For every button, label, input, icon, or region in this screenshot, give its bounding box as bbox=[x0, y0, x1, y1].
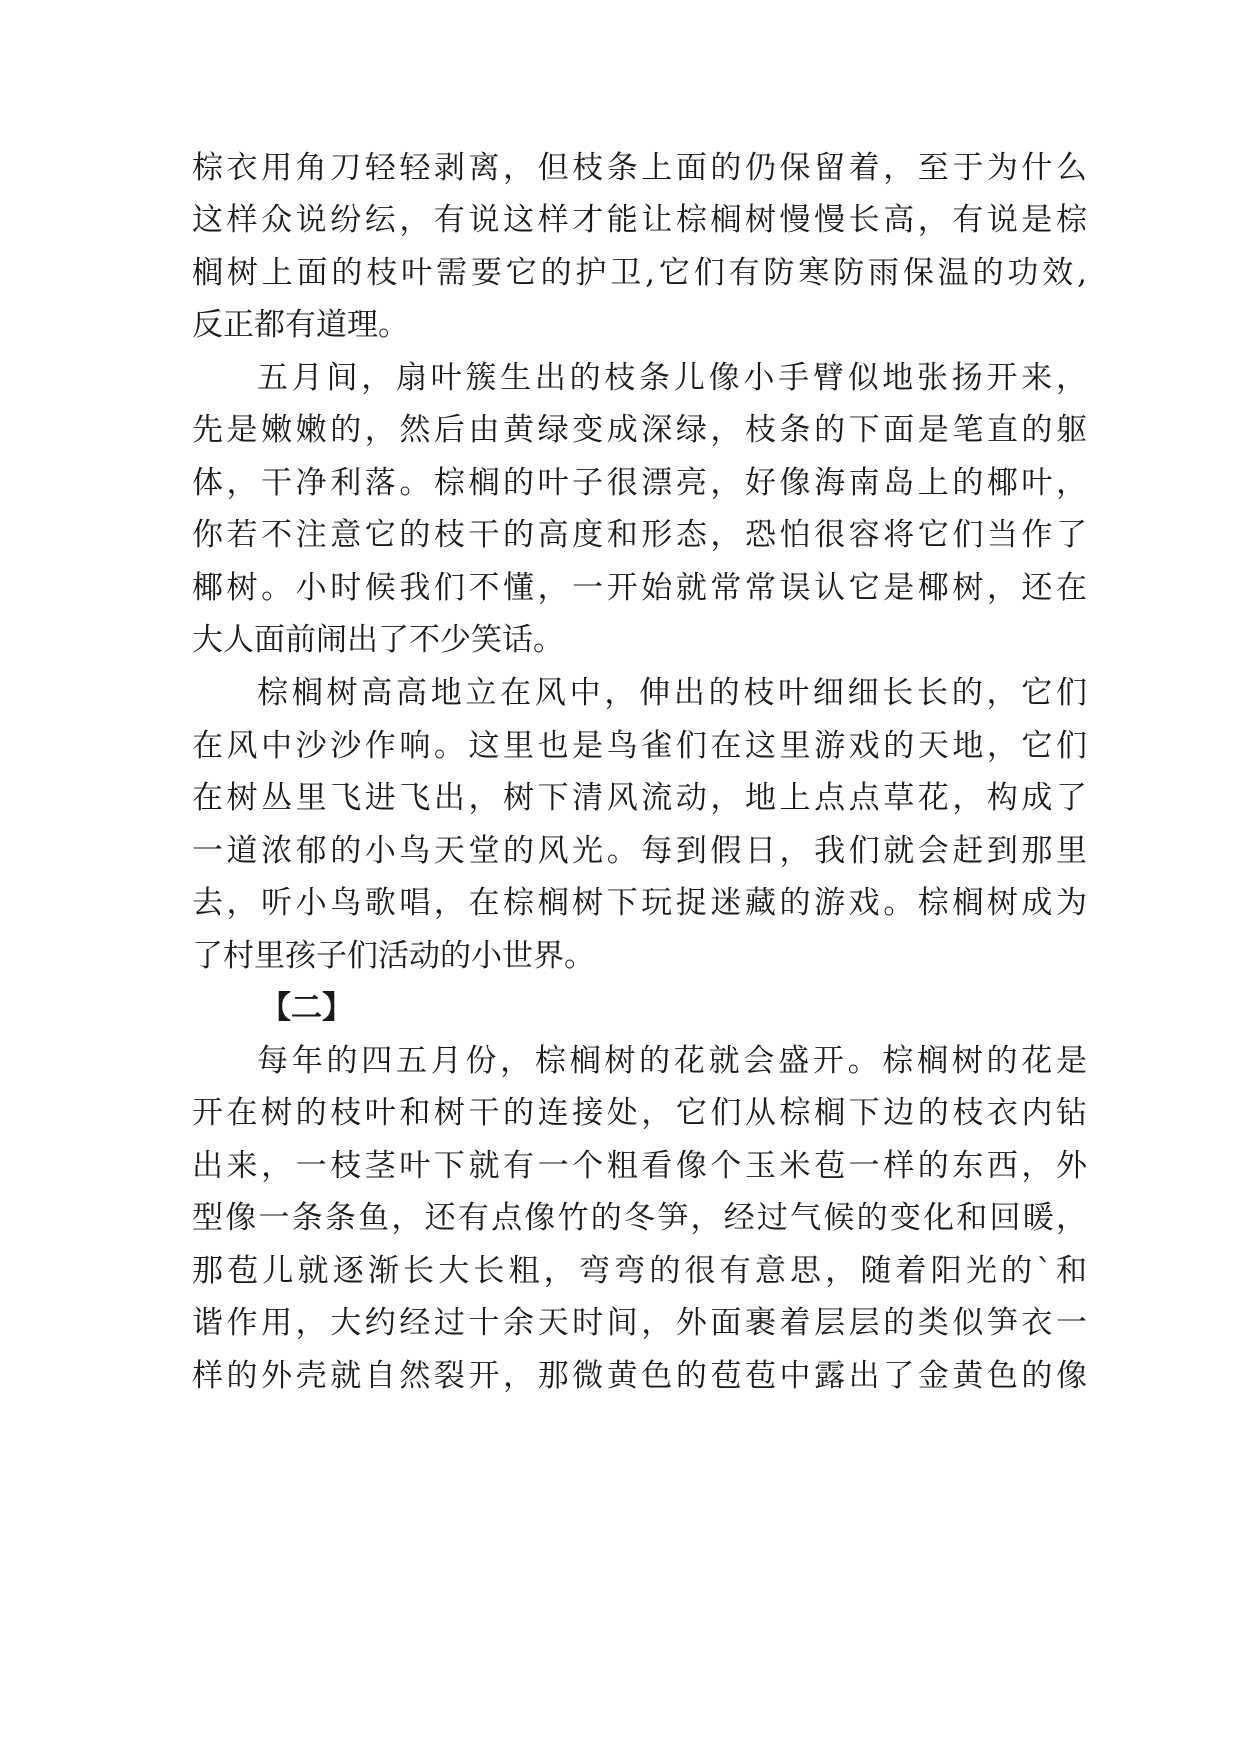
text-line: 一道浓郁的小鸟天堂的风光。每到假日，我们就会赶到那里 bbox=[192, 833, 1087, 869]
paragraph-first-line: 棕榈树高高地立在风中，伸出的枝叶细细长长的，它们 bbox=[257, 675, 1087, 711]
text-line: 型像一条条鱼，还有点像竹的冬笋，经过气候的变化和回暖， bbox=[192, 1200, 1087, 1236]
text-line: 了村里孩子们活动的小世界。 bbox=[192, 938, 595, 974]
paragraph-first-line: 五月间，扇叶簇生出的枝条儿像小手臂似地张扬开来， bbox=[257, 360, 1087, 396]
text-line: 样的外壳就自然裂开，那微黄色的苞苞中露出了金黄色的像 bbox=[192, 1358, 1087, 1394]
text-line: 在树丛里飞进飞出，树下清风流动，地上点点草花，构成了 bbox=[192, 780, 1087, 816]
text-line: 这样众说纷纭，有说这样才能让棕榈树慢慢长高，有说是棕 bbox=[192, 202, 1087, 238]
text-line: 你若不注意它的枝干的高度和形态，恐怕很容将它们当作了 bbox=[192, 517, 1087, 553]
text-line: 体，干净利落。棕榈的叶子很漂亮，好像海南岛上的椰叶， bbox=[192, 465, 1087, 501]
text-line: 棕衣用角刀轻轻剥离，但枝条上面的仍保留着，至于为什么 bbox=[192, 150, 1087, 186]
text-line: 大人面前闹出了不少笑话。 bbox=[192, 622, 564, 658]
text-line: 榈树上面的枝叶需要它的护卫,它们有防寒防雨保温的功效, bbox=[192, 255, 1087, 291]
text-line: 去，听小鸟歌唱，在棕榈树下玩捉迷藏的游戏。棕榈树成为 bbox=[192, 885, 1087, 921]
text-line: 先是嫩嫩的，然后由黄绿变成深绿，枝条的下面是笔直的躯 bbox=[192, 412, 1087, 448]
text-line: 椰树。小时候我们不懂，一开始就常常误认它是椰树，还在 bbox=[192, 570, 1087, 606]
text-line: 出来，一枝茎叶下就有一个粗看像个玉米苞一样的东西，外 bbox=[192, 1148, 1087, 1184]
text-line: 开在树的枝叶和树干的连接处，它们从棕榈下边的枝衣内钻 bbox=[192, 1095, 1087, 1131]
paragraph-first-line: 每年的四五月份，棕榈树的花就会盛开。棕榈树的花是 bbox=[257, 1043, 1087, 1079]
text-line: 在风中沙沙作响。这里也是鸟雀们在这里游戏的天地，它们 bbox=[192, 728, 1087, 764]
text-line: 那苞儿就逐渐长大长粗，弯弯的很有意思，随着阳光的`和 bbox=[192, 1253, 1087, 1289]
text-line: 谐作用，大约经过十余天时间，外面裹着层层的类似笋衣一 bbox=[192, 1305, 1087, 1341]
section-heading: 【二】 bbox=[260, 990, 353, 1026]
text-line: 反正都有道理。 bbox=[192, 307, 409, 343]
